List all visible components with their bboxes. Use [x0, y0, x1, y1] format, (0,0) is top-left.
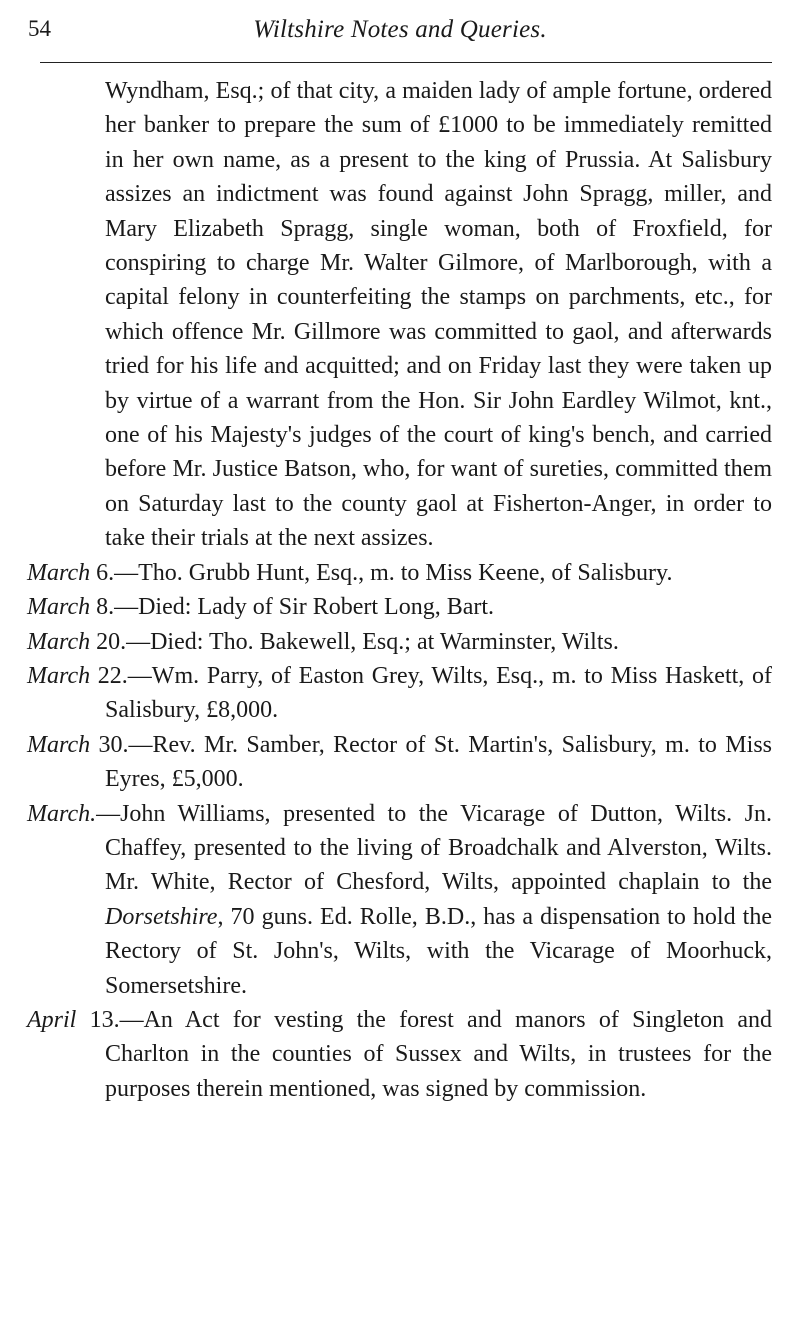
entry-date: March [27, 662, 91, 689]
entry-text: 8.—Died: Lady of Sir Robert Long, Bart. [90, 594, 495, 621]
entry-text: 20.—Died: Tho. Bakewell, Esq.; at Warminster, Wilts. [90, 628, 619, 655]
entry-date: March. [27, 800, 97, 827]
ship-name: Dorsetshire [105, 903, 218, 930]
page-header [28, 14, 772, 50]
entry-date: March [27, 628, 91, 655]
entry-march-6 [0, 556, 800, 590]
entry-march-30 [0, 728, 800, 797]
entry-april-13 [0, 1003, 800, 1106]
entry-march-8 [0, 590, 800, 624]
entry-date: March [27, 731, 91, 758]
entry-text: 6.—Tho. Grubb Hunt, Esq., m. to Miss Keene, of Salisbury. [90, 559, 673, 586]
running-title: Wiltshire Notes and Queries. [253, 16, 547, 43]
entry-date: March [27, 594, 91, 621]
entry-text: —John Williams, presented to the Vicarage of Dutton, Wilts. Jn. Chaffey, presented to the living of Broadchalk and Alverston, Wilts. Mr. White, Rector of Chesford, Wilts, appointed chaplain to the [96, 800, 772, 896]
continuation-paragraph: Wyndham, Esq.; of that city, a maiden lady of ample fortune, ordered her banker to prepare the sum of £1000 to be immediately remitted in her own name, as a present to the king of Prussia. At Salisbury assizes an indictment was found against John Spragg, miller, and Mary Elizabeth Spragg, single woman, both of Froxfield, for conspiring to charge Mr. Walter Gilmore, of Marlborough, with a capital felony in counterfeiting the stamps on parchments, etc., for which offence Mr. Gillmore was committed to gaol, and afterwards tried for his life and acquitted; and on Friday last they were taken up by virtue of a warrant from the Hon. Sir John Eardley Wilmot, knt., one of his Majesty's judges of the court of king's bench, and carried before Mr. Justice Batson, who, for want of sureties, committed them on Saturday last to the county gaol at Fisherton-Anger, in order to take their trials at the next assizes. [105, 78, 772, 552]
entry-text: 30.—Rev. Mr. Samber, Rector of St. Martin's, Salisbury, m. to Miss Eyres, £5,000. [90, 731, 772, 793]
entry-march-general [0, 797, 800, 1003]
entry-march-20 [0, 625, 800, 659]
entry-text: 22.—Wm. Parry, of Easton Grey, Wilts, Esq., m. to Miss Haskett, of Salisbury, £8,000. [90, 662, 772, 724]
entry-march-22 [0, 659, 800, 728]
entry-text-continued: , 70 guns. Ed. Rolle, B.D., has a dispensation to hold the Rectory of St. John's, Wilts, with the Vicarage of Moorhuck, Somersetshire. [105, 903, 772, 999]
entry-date: April [27, 1006, 77, 1033]
body-text [0, 74, 800, 1106]
page-number: 54 [28, 16, 51, 41]
entry-text: 13.—An Act for vesting the forest and manors of Singleton and Charlton in the counties of Sussex and Wilts, in trustees for the purposes therein mentioned, was signed by commission. [76, 1006, 772, 1102]
entry-date: March [27, 559, 91, 586]
header-rule [40, 62, 772, 63]
